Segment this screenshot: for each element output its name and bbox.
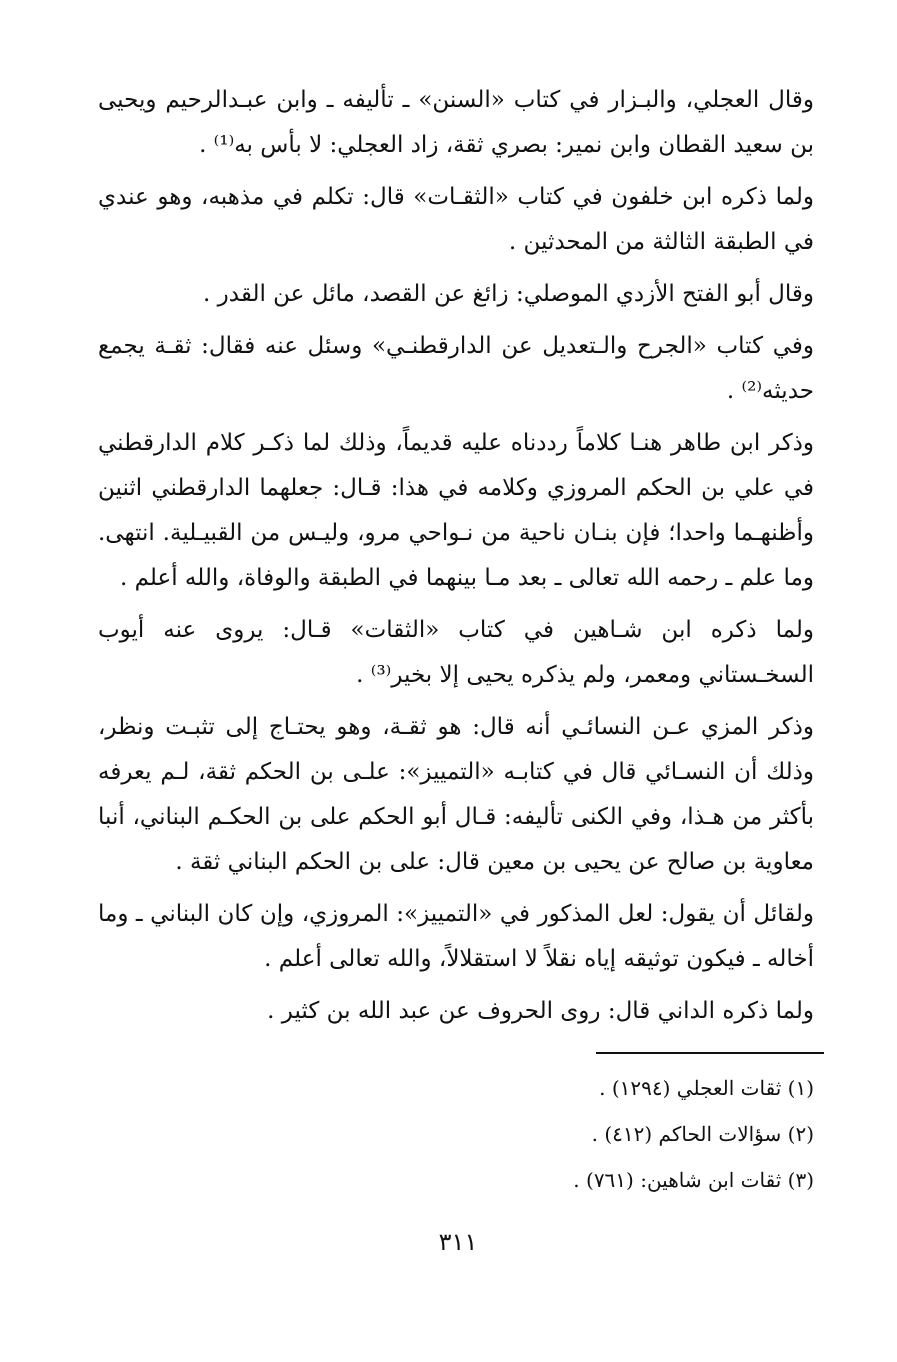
paragraph-3: وقال أبو الفتح الأزدي الموصلي: زائغ عن القصد، مائل عن القدر . <box>203 281 814 307</box>
page-number: ٣١١ <box>438 1228 478 1256</box>
paragraph-7: وذكر المزي عـن النسائـي أنه قال: هو ثقـة، وهو يحتـاج إلى تثبـت ونظر، وذلك أن النسـائي قال في كتابـه «التمييز»: علـى بن الحكم ثقة، لـم يعرفه بأكثر من هـذا، وفي الكنى تأليفه: قـال أبو الحكم على بن الحكـم البناني، أنبا معاوية بن صالح عن يحيى بن معين قال: على بن الحكم البناني ثقة . <box>98 714 814 875</box>
footnotes <box>98 1068 814 1206</box>
footnote-divider <box>596 1052 824 1054</box>
paragraph-9: ولما ذكره الداني قال: روى الحروف عن عبد الله بن كثير . <box>267 998 814 1024</box>
footnote-2: (٢) سؤالات الحاكم (٤١٢) . <box>591 1122 814 1146</box>
paragraph-2: ولما ذكره ابن خلفون في كتاب «الثقـات» قال: تكلم في مذهبه، وهو عندي في الطبقة الثالثة من المحدثين . <box>98 184 814 255</box>
footnote-1: (١) ثقات العجلي (١٢٩٤) . <box>599 1076 814 1100</box>
paragraph-6: ولما ذكره ابن شـاهين في كتاب «الثقات» قـال: يروى عنه أيوب السخـستاني ومعمر، ولم يذكره يحيى إلا بخير⁽³⁾ . <box>98 617 814 688</box>
paragraph-4: وفي كتاب «الجرح والـتعديل عن الدارقطنـي» وسئل عنه فقال: ثقـة يجمع حديثه⁽²⁾ . <box>98 333 814 404</box>
main-text <box>98 78 814 1041</box>
footnote-3: (٣) ثقات ابن شاهين: (٧٦١) . <box>573 1168 814 1192</box>
paragraph-1: وقال العجلي، والبـزار في كتاب «السنن» ـ تأليفه ـ وابن عبـدالرحيم ويحيى بن سعيد القطان وابن نمير: بصري ثقة، زاد العجلي: لا بأس به⁽¹⁾ . <box>98 87 814 158</box>
paragraph-5: وذكر ابن طاهر هنـا كلاماً رددناه عليه قديماً، وذلك لما ذكـر كلام الدارقطني في علي بن الحكم المروزي وكلامه في هذا: قـال: جعلهما الدارقطني اثنين وأظنهـما واحدا؛ فإن بنـان ناحية من نـواحي مرو، وليـس من القبيـلية. انتهى. وما علم ـ رحمه الله تعالى ـ بعد مـا بينهما في الطبقة والوفاة، والله أعلم . <box>98 430 814 591</box>
paragraph-8: ولقائل أن يقول: لعل المذكور في «التمييز»: المروزي، وإن كان البناني ـ وما أخاله ـ فيكون توثيقه إياه نقلاً لا استقلالاً، والله تعالى أعلم . <box>98 901 814 972</box>
